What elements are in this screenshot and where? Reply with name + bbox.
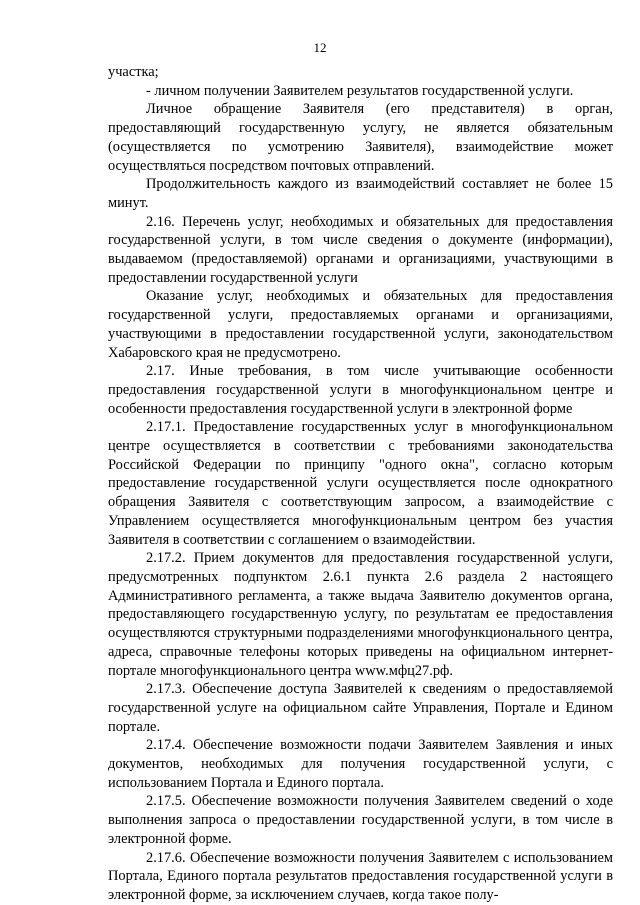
paragraph: 2.17.2. Прием документов для предоставления государственной услуги, предусмотренных подпунктом 2.6.1 пункта 2.6 раздела 2 настоящего Административного регламента, а также выдача Заявителю документов органа, предоставляющего государственную услугу, по результатам ее предоставления осуществляются структурными подразделениями многофункционального центра, адреса, справочные телефоны которых приведены на официальном интернет-портале многофункционального центра www.мфц27.рф. — [108, 550, 613, 679]
paragraph: участка; — [108, 64, 159, 80]
paragraph: 2.17.4. Обеспечение возможности подачи Заявителем Заявления и иных документов, необходимых для получения государственной услуги, с использованием Портала и Единого портала. — [108, 737, 613, 791]
paragraph: 2.17.1. Предоставление государственных услуг в многофункциональном центре осуществляется в соответствии с требованиями законодательства Российской Федерации по принципу "одного окна", согласно которым предоставление государственной услуги осуществляется после однократного обращения Заявителя с соответствующим запросом, а взаимодействие с Управлением осуществляется многофункциональным центром без участия Заявителя в соответствии с соглашением о взаимодействии. — [108, 419, 613, 548]
paragraph: Продолжительность каждого из взаимодействий составляет не более 15 минут. — [108, 176, 613, 211]
document-body — [108, 63, 613, 905]
paragraph: - личном получении Заявителем результатов государственной услуги. — [146, 82, 574, 99]
paragraph: Личное обращение Заявителя (его представителя) в орган, предоставляющий государственную услугу, не является обязательным (осуществляется по усмотрению Заявителя), взаимодействие может осуществляться посредством почтовых отправлений. — [108, 101, 613, 174]
paragraph: 2.17.6. Обеспечение возможности получения Заявителем с использованием Портала, Единого портала результатов предоставления государственной услуги в электронной форме, за исключением случаев, когда такое полу- — [108, 849, 613, 903]
page-number: 12 — [313, 40, 327, 55]
section-heading: 2.17. Иные требования, в том числе учитывающие особенности предоставления государственной услуги в многофункциональном центре и особенности предоставления государственной услуги в электронной форме — [108, 363, 613, 417]
section-heading: 2.16. Перечень услуг, необходимых и обязательных для предоставления государственной услуги, в том числе сведения о документе (информации), выдаваемом (предоставляемой) органами и организациями, участвующими в предоставлении государственной услуги — [108, 213, 613, 286]
paragraph: 2.17.3. Обеспечение доступа Заявителей к сведениям о предоставляемой государственной услуге на официальном сайте Управления, Портале и Едином портале. — [108, 681, 613, 735]
paragraph: 2.17.5. Обеспечение возможности получения Заявителем сведений о ходе выполнения запроса о предоставлении государственной услуги, в том числе в электронной форме. — [108, 793, 613, 847]
paragraph: Оказание услуг, необходимых и обязательных для предоставления государственной услуги, предоставляемых органами и организациями, участвующими в предоставлении государственной услуги, законодательством Хабаровского края не предусмотрено. — [108, 288, 613, 361]
